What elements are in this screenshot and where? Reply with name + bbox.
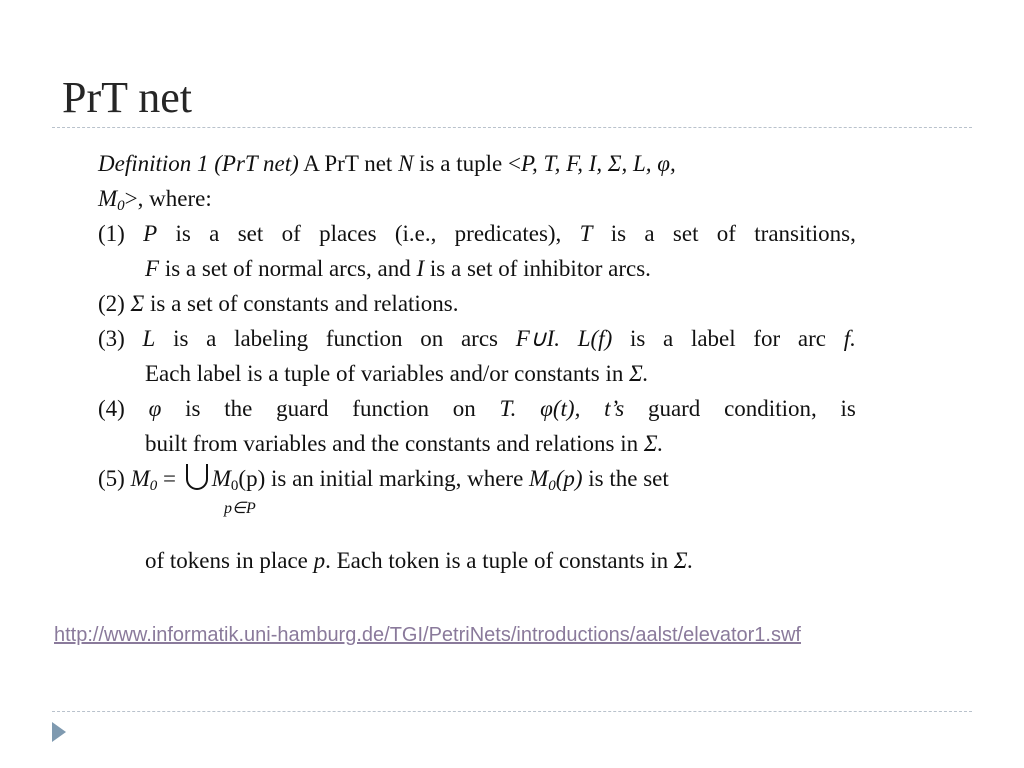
w: φ [148, 396, 162, 421]
title-divider [52, 127, 972, 128]
def-l9-sigma: Σ. [643, 431, 664, 456]
def-line-2 [98, 181, 858, 216]
w: of [281, 221, 301, 246]
w: for [753, 326, 781, 351]
w: is [840, 396, 856, 421]
w: is [173, 326, 189, 351]
big-union-icon [182, 462, 212, 492]
w: L(f) [577, 326, 613, 351]
def-l10-m2: M [211, 466, 231, 491]
def-l9-text: built from variables and the constants and relations in [145, 431, 644, 456]
def-line-4 [98, 251, 858, 286]
def-l5-sigma: Σ [130, 291, 145, 316]
w: transitions, [754, 221, 856, 246]
w: a [206, 326, 217, 351]
def-l1-tuple: P, T, F, I, Σ, L, φ, [520, 151, 676, 176]
w: P [143, 221, 158, 246]
def-line-5 [98, 286, 858, 321]
def-l7-sigma: Σ. [629, 361, 649, 386]
def-l10-num: (5) [98, 466, 131, 491]
def-l2-m: M [98, 186, 118, 211]
w: (1) [98, 221, 125, 246]
def-l10-p: (p) [238, 466, 266, 491]
w: of [716, 221, 736, 246]
w: (4) [98, 396, 125, 421]
w: (3) [98, 326, 125, 351]
def-line-9 [98, 426, 858, 461]
def-l1-pre: A PrT net [298, 151, 399, 176]
def-label: Definition 1 (PrT net) [98, 151, 299, 176]
def-l1-mid: is a tuple < [413, 151, 521, 176]
def-line-10 [98, 461, 858, 537]
w: predicates), [454, 221, 562, 246]
w: places [319, 221, 377, 246]
w: is [610, 221, 627, 246]
def-l11-a: of tokens in place [145, 548, 314, 573]
def-l10-m3: M [529, 466, 549, 491]
definition-text [98, 146, 858, 578]
w: F∪I. [515, 326, 561, 351]
def-line-3 [98, 216, 856, 251]
w: a [663, 326, 674, 351]
def-l4-f: F [145, 256, 160, 281]
def-l10-p3: (p) [555, 466, 583, 491]
def-l11-p: p [313, 548, 326, 573]
footer-divider [52, 711, 972, 712]
w: on [452, 396, 476, 421]
def-l2-sub: 0 [117, 198, 125, 214]
slide-title: PrT net [62, 73, 192, 122]
def-l4-b: is a set of inhibitor arcs. [424, 256, 651, 281]
w: function [325, 326, 403, 351]
def-line-1 [98, 146, 858, 181]
w: is [629, 326, 646, 351]
def-l5-num: (2) [98, 291, 131, 316]
def-l10-text: is an initial marking, where [265, 466, 530, 491]
w: labeling [234, 326, 309, 351]
def-l4-a: is a set of normal arcs, and [159, 256, 417, 281]
w: t’s [604, 396, 625, 421]
def-l10-sub3: 0 [548, 478, 556, 494]
def-line-11 [98, 543, 858, 578]
w: arc [797, 326, 826, 351]
w: is [175, 221, 191, 246]
def-line-8 [98, 391, 856, 426]
def-l7-text: Each label is a tuple of variables and/or constants in [145, 361, 630, 386]
w: condition, [724, 396, 817, 421]
next-slide-arrow-icon[interactable] [52, 722, 66, 742]
def-l10-sub2: 0 [230, 478, 239, 494]
def-line-6 [98, 321, 856, 356]
w: label [690, 326, 736, 351]
w: f. [843, 326, 856, 351]
def-l10-rest: is the set [582, 466, 669, 491]
def-l10-sub: 0 [149, 478, 158, 494]
w: the [224, 396, 253, 421]
def-l10-m: M [130, 466, 150, 491]
source-link[interactable]: http://www.informatik.uni-hamburg.de/TGI/PetriNets/introductions/aalst/elevator1.swf [54, 624, 801, 646]
w: L [142, 326, 156, 351]
w: guard [647, 396, 701, 421]
w: a [209, 221, 220, 246]
w: is [185, 396, 201, 421]
w: function [352, 396, 429, 421]
def-l4-i: I [416, 256, 425, 281]
def-line-7 [98, 356, 858, 391]
marking-formula [98, 461, 856, 496]
w: T. [499, 396, 517, 421]
def-l5-rest: is a set of constants and relations. [144, 291, 459, 316]
union-subscript: p∈P [224, 500, 256, 517]
w: a [644, 221, 655, 246]
w: set [672, 221, 699, 246]
w: guard [276, 396, 329, 421]
def-l10-eq: = [157, 466, 182, 491]
w: on [420, 326, 444, 351]
w: (i.e., [394, 221, 437, 246]
def-l2-rest: >, where: [124, 186, 212, 211]
def-l11-sigma: Σ. [673, 548, 694, 573]
w: set [237, 221, 264, 246]
w: φ(t), [540, 396, 581, 421]
w: T [579, 221, 593, 246]
def-l1-n: N [398, 151, 414, 176]
w: arcs [460, 326, 498, 351]
def-l11-b: . Each token is a tuple of constants in [325, 548, 674, 573]
